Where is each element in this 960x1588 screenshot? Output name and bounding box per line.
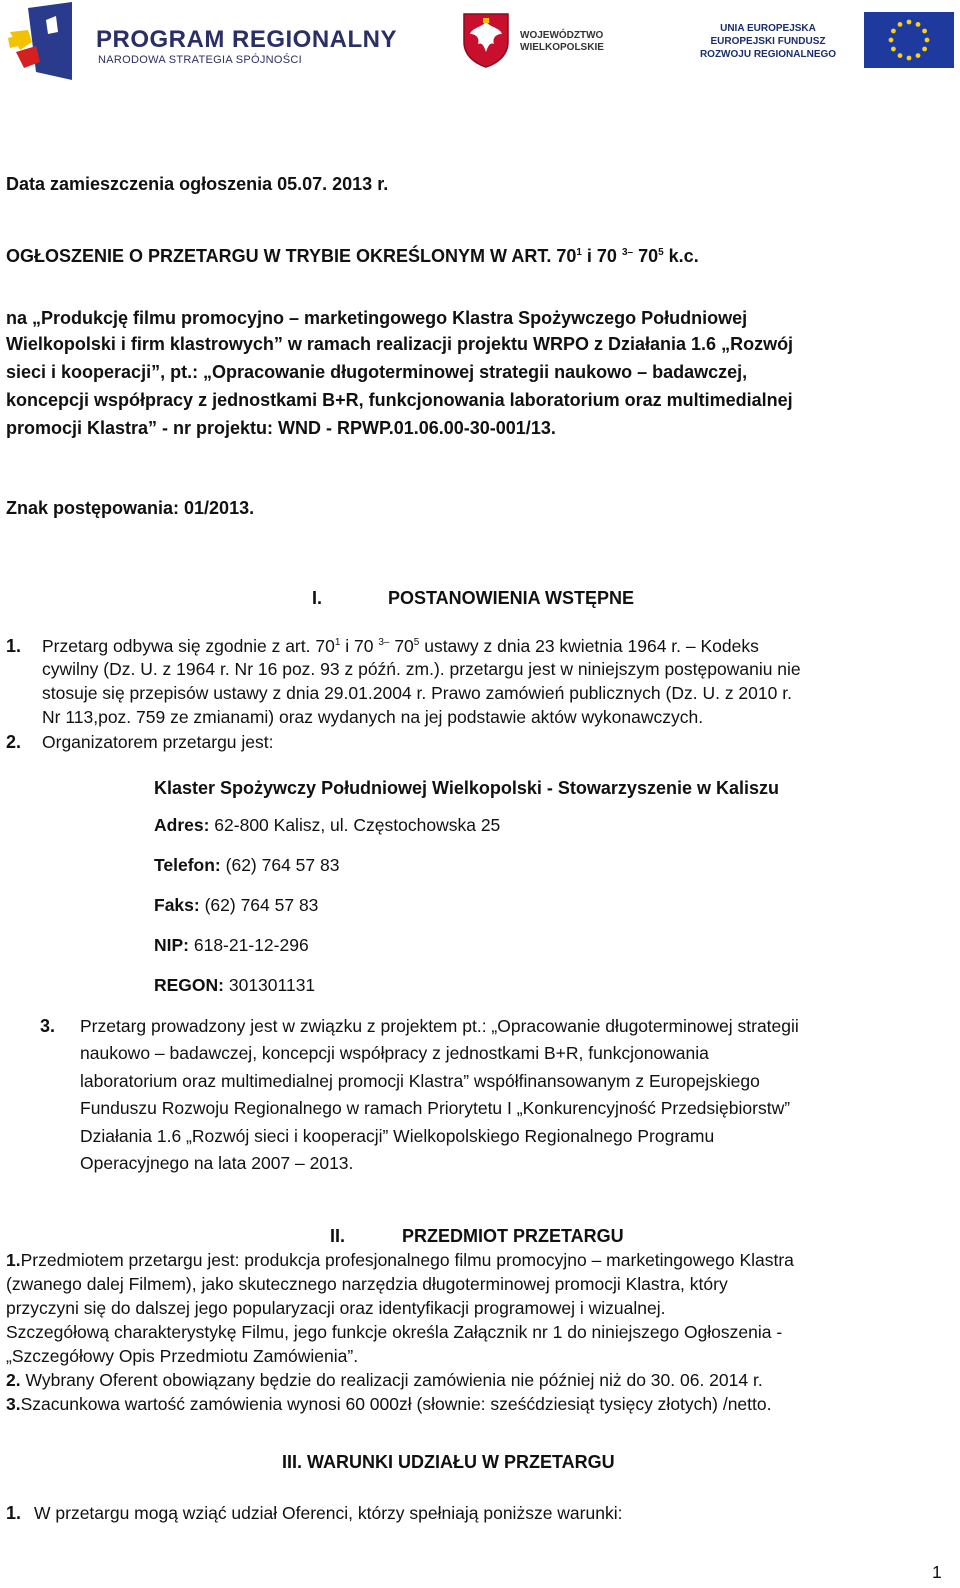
regon-label: REGON: [154,975,224,995]
sup: 5 [413,637,420,649]
section-1-number: I. [312,588,323,608]
text-part: Przedmiotem przetargu jest: produkcja profesjonalnego filmu promocyjno – marketingowego Klastra [20,1250,794,1270]
organizer-name: Klaster Spożywczy Południowej Wielkopolski - Stowarzyszenie w Kaliszu [154,778,779,798]
section-1-item-3-line: laboratorium oraz multimedialnej promocji Klastra” współfinansowanym z Europejskiego [80,1071,760,1091]
case-number: Znak postępowania: 01/2013. [6,498,255,518]
publication-date: Data zamieszczenia ogłoszenia 05.07. 2013 r. [6,174,389,194]
section-2-item-1-line: (zwanego dalej Filmem), jako skutecznego narzędzia długoterminowej promocji Klastra, który [6,1274,728,1294]
ue-line-1: UNIA EUROPEJSKA [720,23,816,34]
fax-value: (62) 764 57 83 [199,895,319,915]
program-regionalny-logo [6,2,406,80]
program-regionalny-emblem-icon [6,2,72,80]
sup: 3– [378,637,390,649]
section-1-item-3-line: Funduszu Rozwoju Regionalnego w ramach Priorytetu I „Konkurencyjność Przedsiębiorstw” [80,1098,791,1118]
section-2-item-1-line [6,1250,794,1271]
phone-value: (62) 764 57 83 [220,855,340,875]
section-2-item-1b-line: „Szczegółowy Opis Przedmiotu Zamówienia”. [6,1346,359,1366]
text-part: 70 [389,636,414,656]
section-3-item-1-number: 1. [6,1503,22,1523]
eu-logo [682,12,954,70]
regon-value: 301301131 [224,975,316,995]
section-1-item-1-number: 1. [6,636,22,656]
wojewodztwo-name [520,30,604,54]
subject-line: Wielkopolski i firm klastrowych” w ramach realizacji projektu WRPO z Działania 1.6 „Rozwój [6,334,794,354]
title-sup-3: 5 [658,247,664,258]
organizer-address [154,815,500,836]
text-part: ustawy z dnia 23 kwietnia 1964 r. – Kodeks [419,636,759,656]
section-1-item-3-line: Działania 1.6 „Rozwój sieci i kooperacji” Wielkopolskiego Regionalnego Programu [80,1126,715,1146]
eagle-shield-icon [458,12,514,68]
fax-label: Faks: [154,895,200,915]
organizer-nip [154,935,309,956]
section-1-item-3-line: Operacyjnego na lata 2007 – 2013. [80,1153,354,1173]
section-2-item-3 [6,1394,772,1415]
section-1-item-1-line: stosuje się przepisów ustawy z dnia 29.01.2004 r. Prawo zamówień publicznych (Dz. U. z 2010 r. [42,683,792,703]
wojewodztwo-logo [458,12,638,70]
wlkp-line-2: WIELKOPOLSKIE [520,42,604,53]
text-part: i 70 [340,636,379,656]
title-part-d: k.c. [663,246,699,266]
section-1-item-1-line [42,636,759,657]
section-1-item-3-line: naukowo – badawczej, koncepcji współpracy z jednostkami B+R, funkcjonowania [80,1043,709,1063]
subject-line: promocji Klastra” - nr projektu: WND - RPWP.01.06.00-30-001/13. [6,418,556,438]
section-2-item-1b-line: Szczegółową charakterystykę Filmu, jego funkcje określa Załącznik nr 1 do niniejszego Ogłoszenia - [6,1322,783,1342]
title-part-a: OGŁOSZENIE O PRZETARGU W TRYBIE OKREŚLONYM W ART. 70 [6,246,577,266]
subject-line: koncepcji współpracy z jednostkami B+R, funkcjonowania laboratorium oraz multimedialnej [6,390,793,410]
announcement-title [6,246,699,267]
section-2-title: PRZEDMIOT PRZETARGU [402,1226,624,1246]
program-subtitle: NARODOWA STRATEGIA SPÓJNOŚCI [98,54,302,66]
phone-label: Telefon: [154,855,221,875]
title-sup-2: 3– [621,247,634,258]
address-value: 62-800 Kalisz, ul. Częstochowska 25 [209,815,501,835]
page-number: 1 [932,1562,942,1582]
wlkp-line-1: WOJEWÓDZTWO [520,30,604,41]
section-2-item-1-number: 1. [6,1250,21,1270]
title-part-b: i 70 [581,246,622,266]
section-1-item-3-line: Przetarg prowadzony jest w związku z projektem pt.: „Opracowanie długoterminowej strategii [80,1016,799,1036]
section-1-title: POSTANOWIENIA WSTĘPNE [388,588,635,608]
section-2-item-2-number: 2. [6,1370,21,1390]
section-3-item-1-text: W przetargu mogą wziąć udział Oferenci, którzy spełniają poniższe warunki: [34,1503,623,1523]
organizer-regon [154,975,315,996]
section-2-item-1-line: przyczyni się do dalszej jego popularyzacji oraz identyfikacji programowej i wizualnej. [6,1298,666,1318]
eu-text [682,22,854,61]
title-part-c: 70 [633,246,659,266]
text-part: Przetarg odbywa się zgodnie z art. 70 [42,636,335,656]
title-sup-1: 1 [576,247,582,258]
organizer-phone [154,855,339,876]
section-1-item-2-number: 2. [6,732,22,752]
subject-line: sieci i kooperacji”, pt.: „Opracowanie długoterminowej strategii naukowo – badawczej, [6,362,748,382]
section-2-item-2 [6,1370,763,1391]
nip-label: NIP: [154,935,189,955]
ue-line-3: ROZWOJU REGIONALNEGO [699,49,837,60]
section-1-item-1-line: cywilny (Dz. U. z 1964 r. Nr 16 poz. 93 z późń. zm.). przetargu jest w niniejszym postępowaniu nie [42,659,801,679]
organizer-fax [154,895,318,916]
nip-value: 618-21-12-296 [189,935,309,955]
subject-line: na „Produkcję filmu promocyjno – marketingowego Klastra Spożywczego Południowej [6,308,748,328]
address-label: Adres: [154,815,210,835]
eu-flag-icon [864,12,954,68]
section-1-item-1-line: Nr 113,poz. 759 ze zmianami) oraz wydanych na jej podstawie aktów wykonawczych. [42,707,704,727]
sup: 1 [334,637,341,649]
section-1-item-2-text: Organizatorem przetargu jest: [42,732,274,752]
section-1-item-3-number: 3. [40,1016,56,1036]
section-2-item-3-number: 3. [6,1394,21,1414]
header-logos [0,0,960,86]
program-title: PROGRAM REGIONALNY [96,26,398,53]
ue-line-2: EUROPEJSKI FUNDUSZ [710,36,826,47]
text-part: Szacunkowa wartość zamówienia wynosi 60 000zł (słownie: sześćdziesiąt tysięcy złotych) /netto. [20,1394,772,1414]
text-part: Wybrany Oferent obowiązany będzie do realizacji zamówienia nie później niż do 30. 06. 2014 r. [20,1370,763,1390]
section-3-title: III. WARUNKI UDZIAŁU W PRZETARGU [282,1452,615,1472]
section-2-number: II. [330,1226,346,1246]
